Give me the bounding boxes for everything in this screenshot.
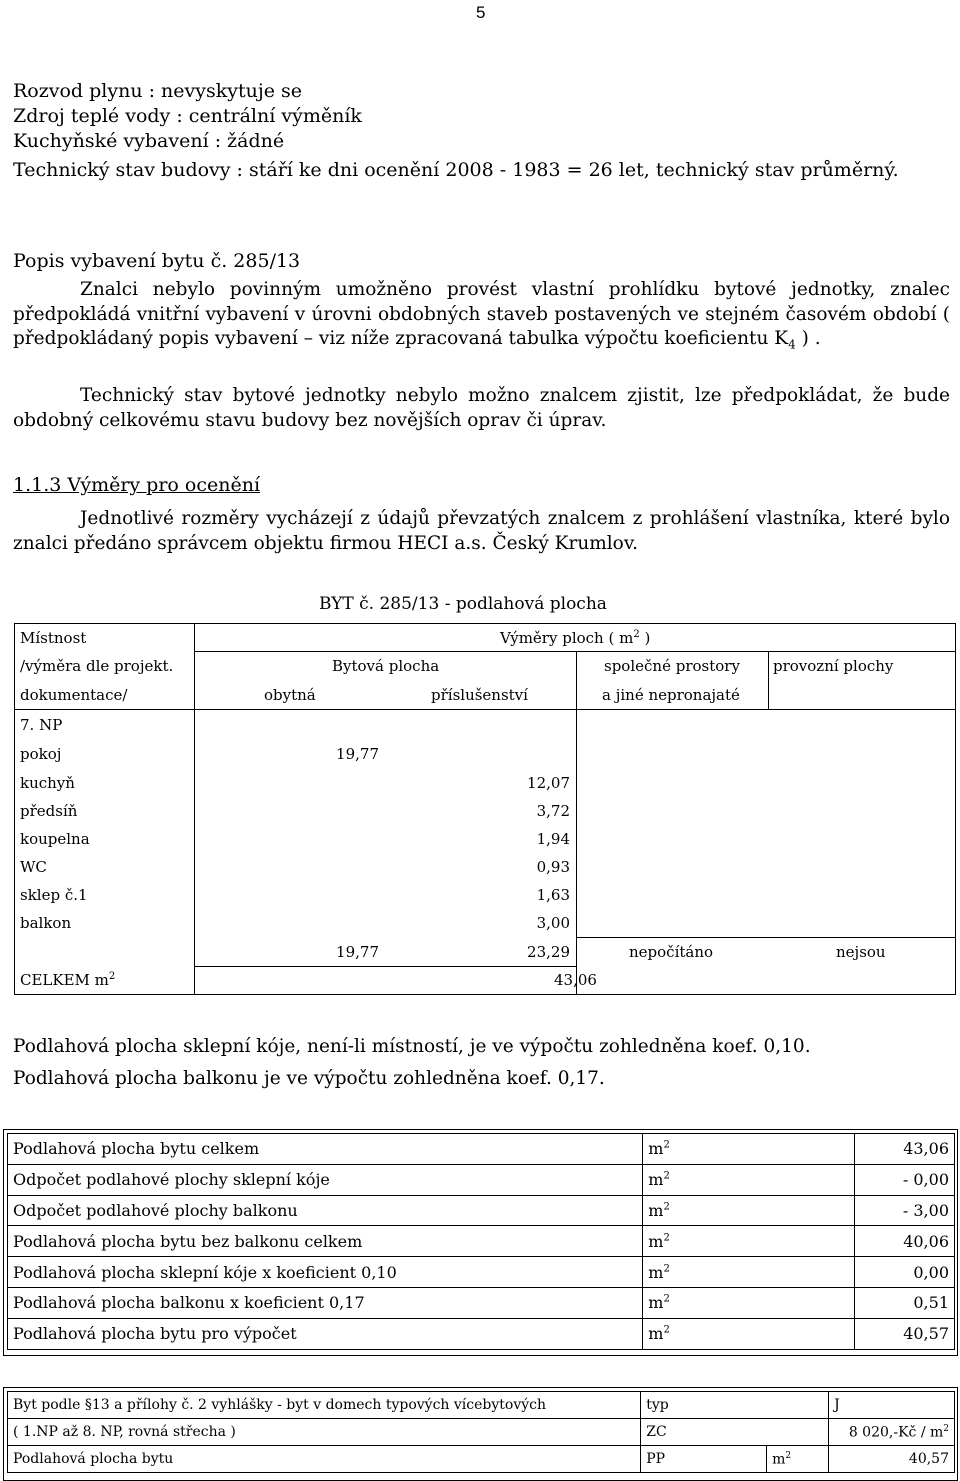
summary-label: Podlahová plocha bytu bez balkonu celkem — [8, 1226, 643, 1257]
header-vymery: Výměry ploch ( $m^2$ ) — [500, 629, 651, 647]
summary-value: 40,57 — [855, 1318, 955, 1349]
summary-label: Podlahová plocha balkonu x koeficient 0,17 — [8, 1287, 643, 1318]
celkem-label: CELKEM $m^2$ — [20, 971, 116, 989]
summary-table — [7, 1133, 955, 1350]
byt-row — [8, 1446, 955, 1473]
header-spolecne: společné prostory — [604, 657, 740, 675]
header-jine: a jiné nepronajaté — [602, 686, 740, 704]
room-name: koupelna — [20, 830, 90, 848]
byt-unit: $m^2$ — [767, 1446, 829, 1473]
byt-label: Podlahová plocha bytu — [8, 1446, 641, 1473]
vybaveni-heading: Popis vybavení bytu č. 285/13 — [13, 250, 301, 272]
header-provozni: provozní plochy — [773, 657, 894, 675]
summary-value: - 3,00 — [855, 1195, 955, 1226]
summary-value: 43,06 — [855, 1134, 955, 1165]
summary-row — [8, 1195, 955, 1226]
room-name: balkon — [20, 914, 72, 932]
header-obytna: obytná — [264, 686, 316, 704]
byt-mid: PP — [641, 1446, 767, 1473]
intro-line-hot-water: Zdroj teplé vody : centrální výměník — [13, 105, 362, 127]
room-prislusenstvi: 3,72 — [536, 802, 570, 820]
summary-unit: $m^2$ — [643, 1195, 855, 1226]
intro-line-gas: Rozvod plynu : nevyskytuje se — [13, 80, 303, 102]
byt-value: 8 020,-Kč / $m^2$ — [829, 1419, 955, 1446]
summary-unit: $m^2$ — [643, 1257, 855, 1288]
note-balkon: Podlahová plocha balkonu je ve výpočtu zohledněna koef. 0,17. — [13, 1068, 605, 1089]
room-obytna: 19,77 — [336, 745, 379, 763]
summary-row — [8, 1226, 955, 1257]
byt-row — [8, 1392, 955, 1419]
section-paragraph: Jednotlivé rozměry vycházejí z údajů převzatých znalcem z prohlášení vlastníka, které bylo znalci předáno správcem objektu firmou HECI a.s. Český Krumlov. — [13, 508, 950, 554]
room-prislusenstvi: 0,93 — [536, 858, 570, 876]
summary-unit: $m^2$ — [643, 1287, 855, 1318]
header-dokumentace: dokumentace/ — [20, 686, 128, 704]
sum-prislusenstvi: 23,29 — [527, 943, 570, 961]
floor-label: 7. NP — [20, 716, 63, 734]
area-table-title: BYT č. 285/13 - podlahová plocha — [319, 594, 607, 614]
header-mistnost: Místnost — [20, 629, 87, 647]
summary-row — [8, 1257, 955, 1288]
byt-value: J — [829, 1392, 955, 1419]
sum-spolecne: nepočítáno — [629, 943, 714, 961]
summary-label: Odpočet podlahové plochy sklepní kóje — [8, 1164, 643, 1195]
summary-label: Odpočet podlahové plochy balkonu — [8, 1195, 643, 1226]
summary-row — [8, 1287, 955, 1318]
room-name: sklep č.1 — [20, 886, 88, 904]
header-vymera: /výměra dle projekt. — [20, 657, 174, 675]
room-name: kuchyň — [20, 774, 75, 792]
byt-row — [8, 1419, 955, 1446]
celkem-value: 43,06 — [554, 971, 597, 989]
page-number: 5 — [476, 3, 486, 22]
summary-unit: $m^2$ — [643, 1134, 855, 1165]
byt-mid: ZC — [641, 1419, 829, 1446]
room-name: pokoj — [20, 745, 62, 763]
vybaveni-paragraph-2: Technický stav bytové jednotky nebylo možno znalcem zjistit, lze předpokládat, že bude obdobný celkovému stavu budovy bez novějších oprav či úprav. — [13, 385, 950, 431]
section-heading: 1.1.3 Výměry pro ocenění — [13, 474, 261, 496]
byt-table — [7, 1391, 955, 1473]
room-name: předsíň — [20, 802, 78, 820]
summary-label: Podlahová plocha bytu celkem — [8, 1134, 643, 1165]
tech-state-paragraph: Technický stav budovy : stáří ke dni ocenění 2008 - 1983 = 26 let, technický stav průměrný. — [13, 159, 899, 181]
summary-row — [8, 1318, 955, 1349]
byt-value: 40,57 — [829, 1446, 955, 1473]
header-bytova: Bytová plocha — [332, 657, 440, 675]
header-prislusenstvi: příslušenství — [431, 686, 528, 704]
room-prislusenstvi: 1,94 — [536, 830, 570, 848]
room-prislusenstvi: 1,63 — [536, 886, 570, 904]
sum-obytna: 19,77 — [336, 943, 379, 961]
summary-value: 40,06 — [855, 1226, 955, 1257]
intro-line-kitchen: Kuchyňské vybavení : žádné — [13, 130, 285, 152]
summary-row — [8, 1134, 955, 1165]
summary-unit: $m^2$ — [643, 1318, 855, 1349]
room-prislusenstvi: 3,00 — [536, 914, 570, 932]
byt-mid: typ — [641, 1392, 829, 1419]
summary-row — [8, 1164, 955, 1195]
summary-unit: $m^2$ — [643, 1226, 855, 1257]
vybaveni-paragraph-1: Znalci nebylo povinným umožněno provést vlastní prohlídku bytové jednotky, znalec předpokládá vnitřní vybavení v úrovni obdobných staveb postavených ve stejném časovém období ( předpokládaný popis vybavení – viz níže zpracovaná tabulka výpočtu koeficientu $K_4$ ) . — [13, 279, 950, 352]
summary-unit: $m^2$ — [643, 1164, 855, 1195]
sum-provozni: nejsou — [836, 943, 886, 961]
summary-label: Podlahová plocha sklepní kóje x koeficient 0,10 — [8, 1257, 643, 1288]
summary-value: 0,51 — [855, 1287, 955, 1318]
summary-label: Podlahová plocha bytu pro výpočet — [8, 1318, 643, 1349]
summary-value: 0,00 — [855, 1257, 955, 1288]
room-prislusenstvi: 12,07 — [527, 774, 570, 792]
byt-label: Byt podle §13 a přílohy č. 2 vyhlášky - byt v domech typových vícebytových — [8, 1392, 641, 1419]
note-sklep: Podlahová plocha sklepní kóje, není-li místností, je ve výpočtu zohledněna koef. 0,10. — [13, 1036, 811, 1057]
room-name: WC — [20, 858, 47, 876]
summary-value: - 0,00 — [855, 1164, 955, 1195]
byt-label: ( 1.NP až 8. NP, rovná střecha ) — [8, 1419, 641, 1446]
